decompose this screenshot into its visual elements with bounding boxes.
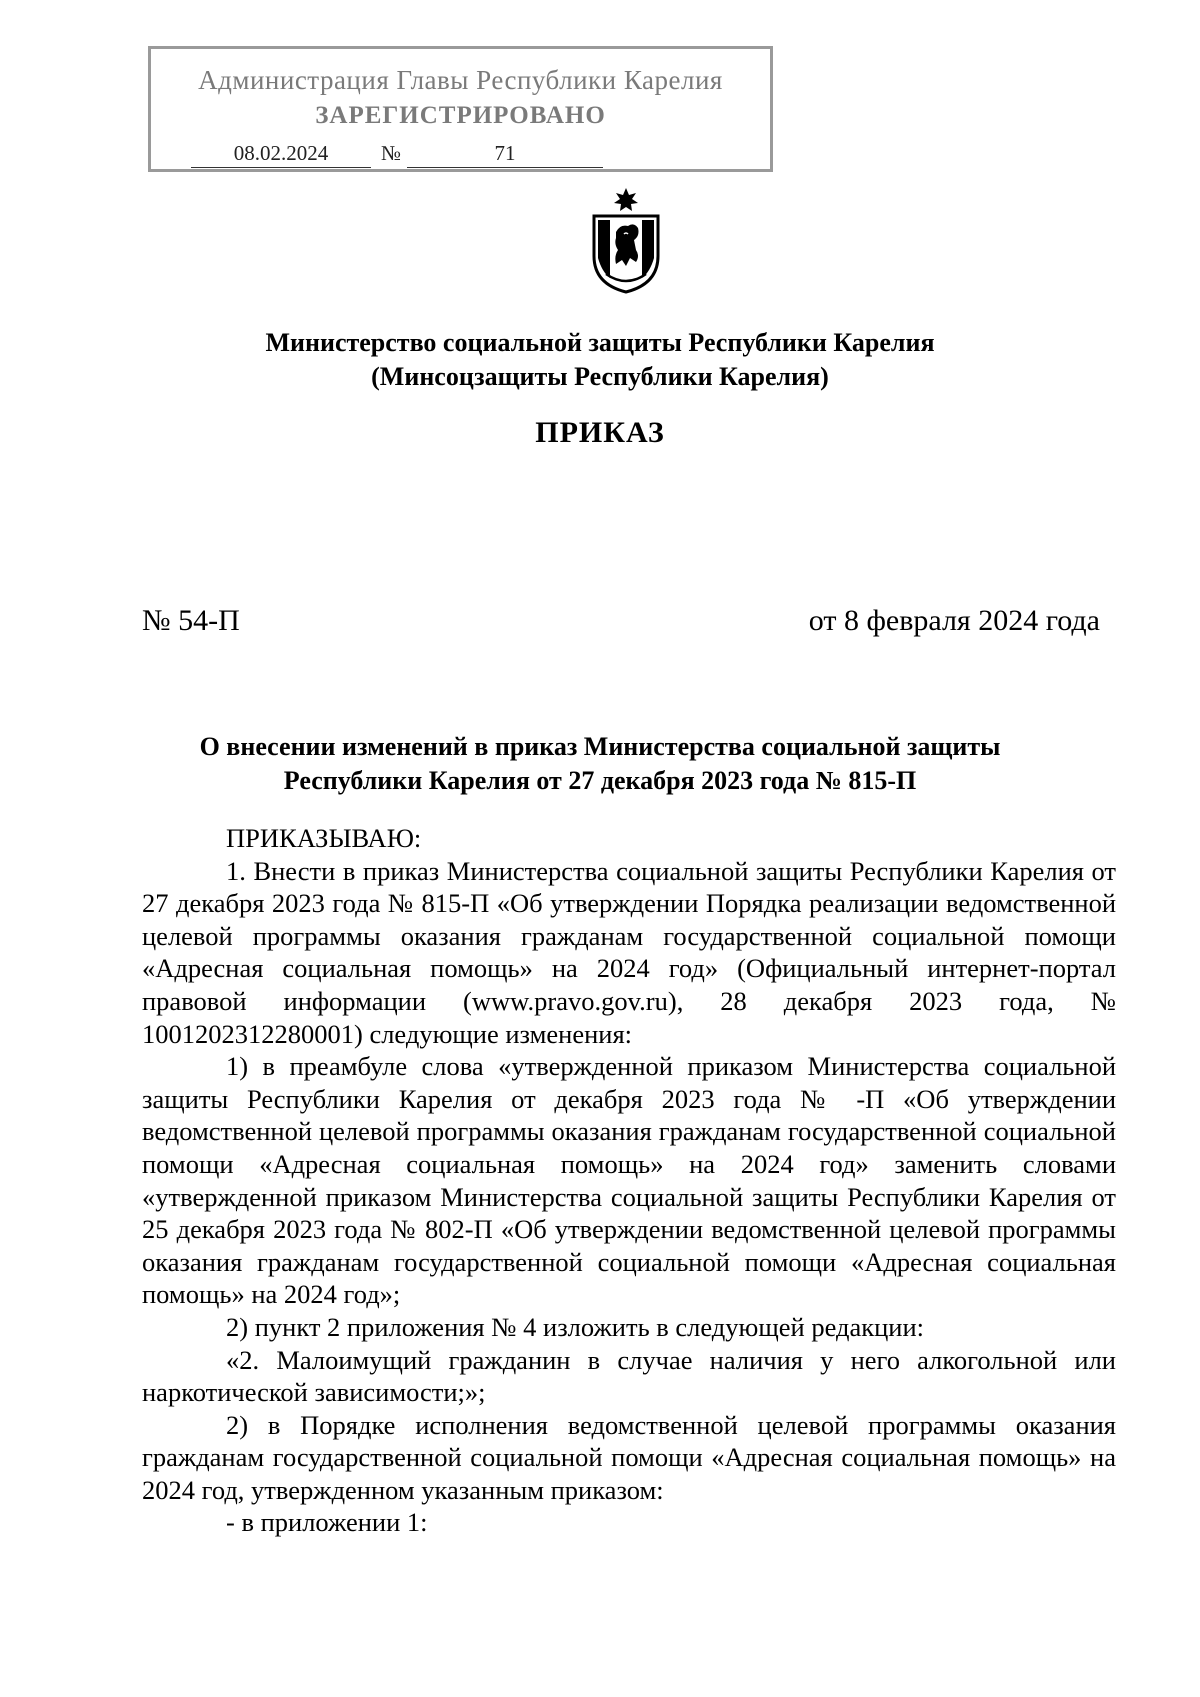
stamp-authority: Администрация Главы Республики Карелия (198, 65, 723, 95)
paragraph-6: - в приложении 1: (226, 1507, 428, 1538)
ministry-short-name: (Минсоцзащиты Республики Карелия) (371, 362, 829, 391)
order-directive: ПРИКАЗЫВАЮ: (226, 823, 422, 853)
paragraph-4: «2. Малоимущий гражданин в случае наличия у него алкогольной или наркотической зависимости;»; (142, 1344, 1116, 1408)
stamp-status: ЗАРЕГИСТРИРОВАНО (315, 102, 606, 129)
subject-line-2: Республики Карелия от 27 декабря 2023 года № 815-П (283, 766, 917, 795)
order-number: № 54-П (142, 604, 240, 637)
document-type: ПРИКАЗ (535, 416, 665, 449)
stamp-number-label: № (381, 141, 402, 165)
order-date: от 8 февраля 2024 года (808, 604, 1100, 637)
paragraph-1: 1. Внести в приказ Министерства социальной защиты Республики Карелия от 27 декабря 2023 года № 815-П «Об утверждении Порядка реализации ведомственной целевой программы оказания гражданам государственной социальной помощи «Адресная социальная помощь» на 2024 год» (Официальный интернет-портал правовой информации (www.pravo.gov.ru), 28 декабря 2023 года, № 1001202312280001) следующие изменения: (142, 855, 1116, 1049)
paragraph-2: 1) в преамбуле слова «утвержденной приказом Министерства социальной защиты Республики Карелия от декабря 2023 года № -П «Об утверждении ведомственной целевой программы оказания гражданам государственной социальной помощи «Адресная социальная помощь» на 2024 год» заменить словами «утвержденной приказом Министерства социальной защиты Республики Карелия от 25 декабря 2023 года № 802-П «Об утверждении ведомственной целевой программы оказания гражданам государственной социальной помощи «Адресная социальная помощь» на 2024 год»; (142, 1051, 1116, 1310)
stamp-number: 71 (407, 141, 603, 168)
paragraph-3: 2) пункт 2 приложения № 4 изложить в следующей редакции: (226, 1311, 925, 1342)
paragraph-5: 2) в Порядке исполнения ведомственной целевой программы оказания гражданам государственной социальной помощи «Адресная социальная помощь» на 2024 год, утвержденном указанным приказом: (142, 1409, 1116, 1505)
order-body (142, 822, 1116, 1539)
stamp-date: 08.02.2024 (191, 141, 371, 168)
registration-stamp (148, 46, 773, 172)
order-subject (0, 730, 1200, 798)
ministry-name: Министерство социальной защиты Республики Карелия (265, 328, 935, 357)
karelia-coat-of-arms-icon (586, 186, 666, 294)
subject-line-1: О внесении изменений в приказ Министерства социальной защиты (199, 732, 1001, 761)
